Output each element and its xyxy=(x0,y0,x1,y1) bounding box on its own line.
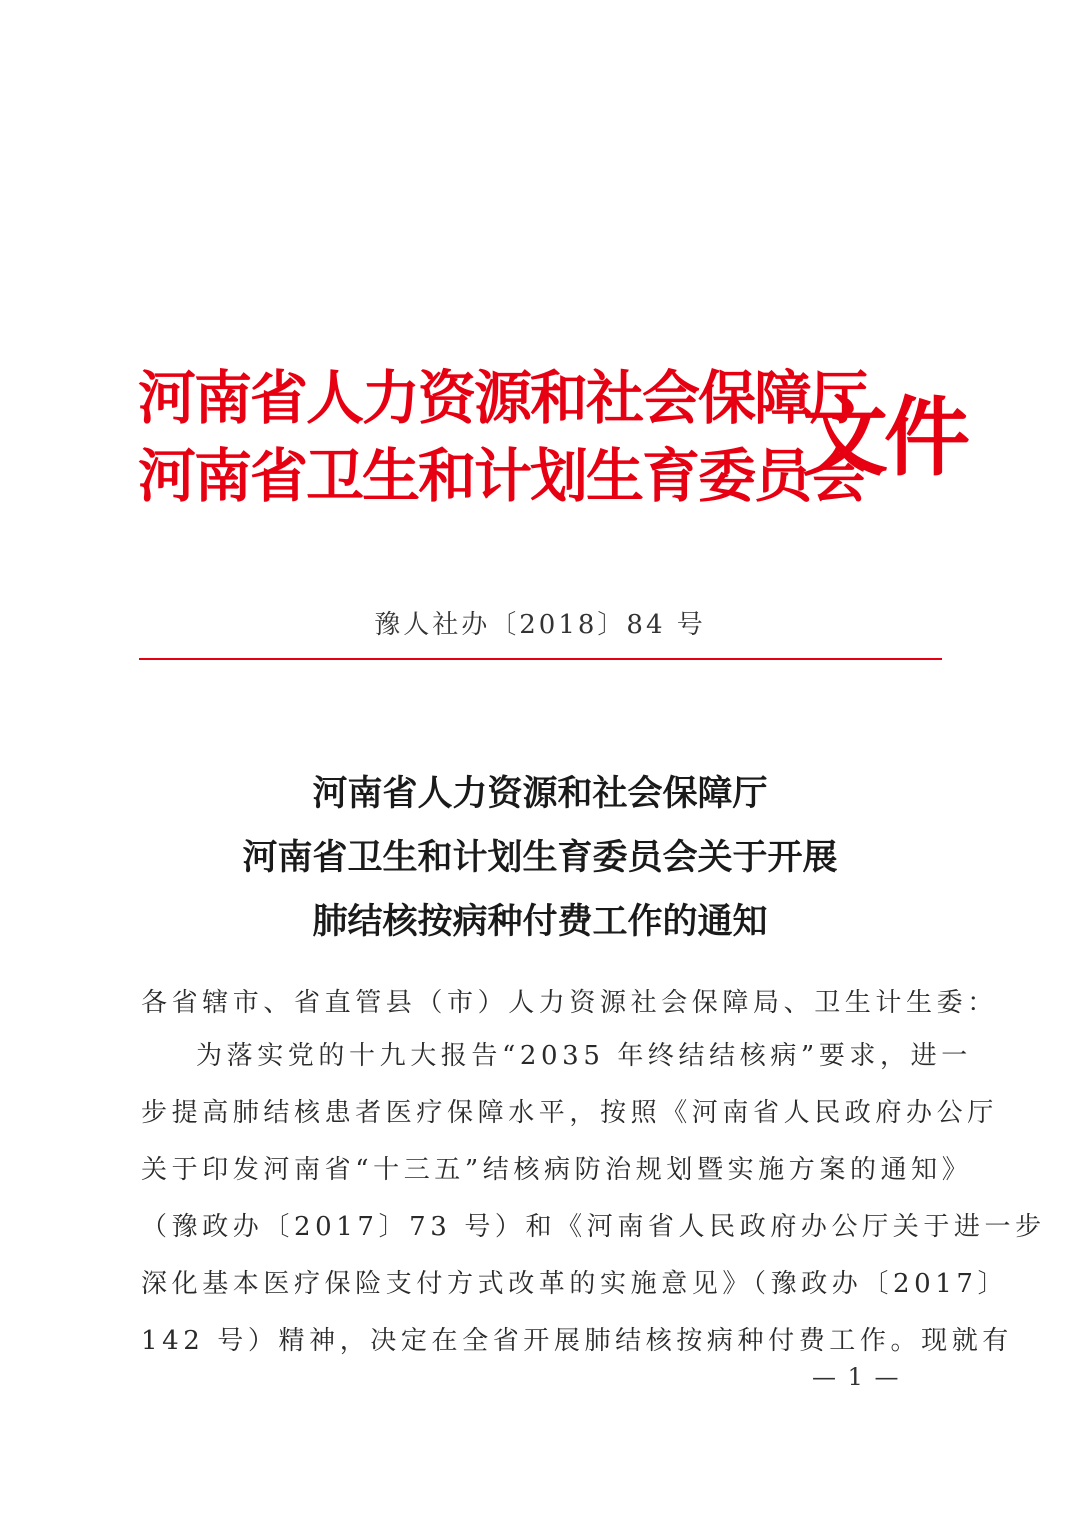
salutation: 各省辖市、省直管县（市）人力资源社会保障局、卫生计生委： xyxy=(141,988,998,1018)
document-label: 文件 xyxy=(802,387,966,488)
title-line: 肺结核按病种付费工作的通知 xyxy=(312,901,768,942)
document-number: 豫人社办〔2018〕84 号 xyxy=(374,610,706,640)
body-line: 关于印发河南省“十三五”结核病防治规划暨实施方案的通知》 xyxy=(141,1155,973,1185)
document-title xyxy=(0,762,1080,954)
body-line: 深化基本医疗保险支付方式改革的实施意见》（豫政办〔2017〕 xyxy=(141,1269,1009,1299)
body-line: 步提高肺结核患者医疗保障水平，按照《河南省人民政府办公厅 xyxy=(141,1098,998,1128)
body-line: 142 号）精神，决定在全省开展肺结核按病种付费工作。现就有 xyxy=(141,1326,1013,1356)
issuer-line-2: 河南省卫生和计划生育委员会 xyxy=(138,442,867,510)
red-divider xyxy=(139,658,942,660)
title-line: 河南省卫生和计划生育委员会关于开展 xyxy=(242,837,838,878)
title-line: 河南省人力资源和社会保障厅 xyxy=(312,773,768,814)
page-number: — 1 — xyxy=(812,1363,901,1391)
issuer-line-1: 河南省人力资源和社会保障厅 xyxy=(138,364,867,432)
body-line: （豫政办〔2017〕73 号）和《河南省人民政府办公厅关于进一步 xyxy=(141,1212,1046,1242)
red-header xyxy=(138,350,966,510)
body-paragraph xyxy=(141,1036,1046,1378)
body-line: 为落实党的十九大报告“2035 年终结结核病”要求，进一 xyxy=(196,1041,972,1071)
